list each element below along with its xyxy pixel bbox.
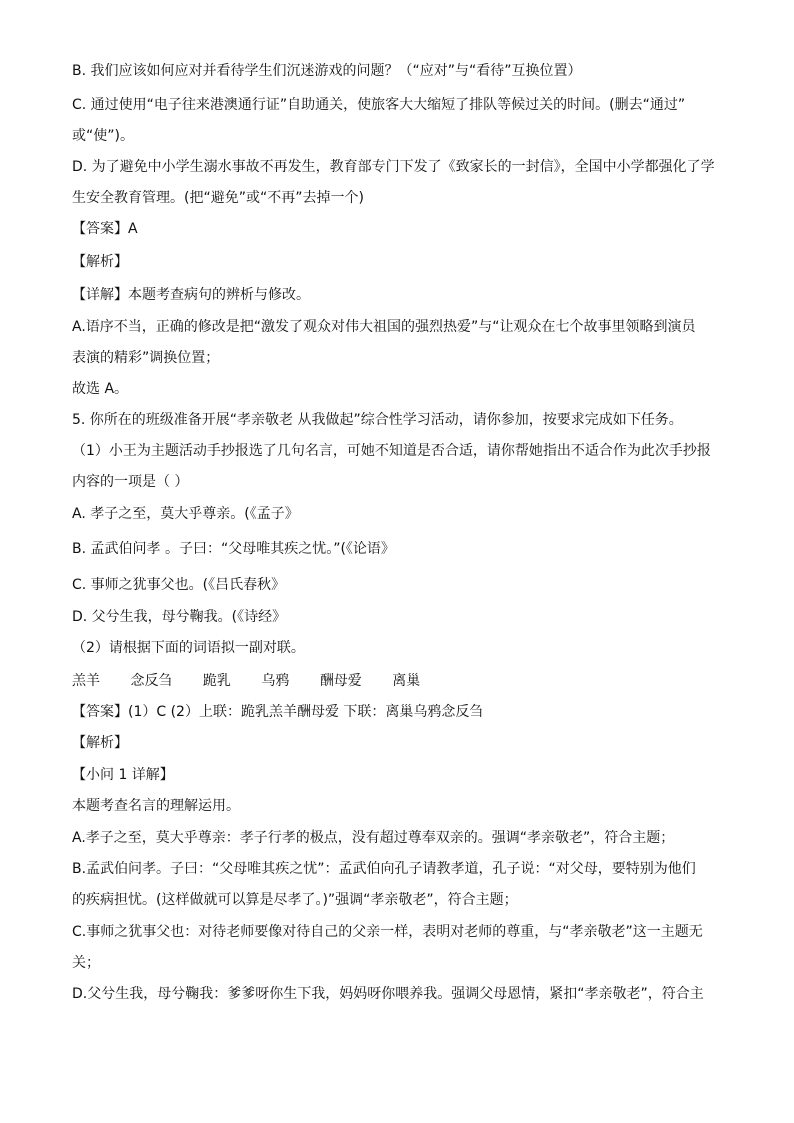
option-b-line: B. 我们应该如何应对并看待学生们沉迷游戏的问题？（“应对”与“看待”互换位置） [72,63,582,79]
answer-label-2: 【答案】(1）C (2）上联：跪乳羔羊酬母爱 下联：离巢乌鸦念反刍 [72,704,484,720]
explain-line-4: 的疾病担忧。(这样做就可以算是尽孝了。)”强调“孝亲敬老”，符合主题； [72,892,518,908]
question-5-1-line: （1）小王为主题活动手抄报选了几句名言，可她不知道是否合适，请你帮她指出不适合作为此次手抄报 [72,443,711,459]
vocab-word: 羔羊 [72,673,100,689]
choice-a-line: A. 孝子之至，莫大乎尊亲。(《孟子》 [72,506,299,522]
option-c-line-cont: 或“使”)。 [72,128,134,144]
detail-line-4: 故选 A。 [72,381,129,397]
vocab-word: 跪乳 [202,673,231,689]
detail-line-3: 表演的精彩”调换位置； [72,350,220,366]
analysis-label-2: 【解析】 [72,735,128,751]
vocab-word: 念反刍 [130,673,173,689]
choice-c-line: C. 事师之犹事父也。(《吕氏春秋》 [72,577,286,593]
question-5-line: 5. 你所在的班级准备开展“孝亲敬老 从我做起”综合性学习活动，请你参加，按要求完成如下任务。 [72,412,683,428]
sub-question-1-label: 【小问 1 详解】 [72,767,174,783]
vocab-word: 酬母爱 [319,673,362,689]
explain-line-3: B.孟武伯问孝。子曰：“父母唯其疾之忧”：孟武伯向孔子请教孝道，孔子说：“对父母，要特别为他们 [72,861,696,877]
analysis-label-1: 【解析】 [72,254,128,270]
explain-line-5: C.事师之犹事父也：对待老师要像对待自己的父亲一样，表明对老师的尊重，与“孝亲敬老”这一主题无 [72,924,703,940]
explain-line-1: 本题考查名言的理解运用。 [72,798,240,814]
vocab-word: 离巢 [392,673,421,689]
option-d-line: D. 为了避免中小学生溺水事故不再发生，教育部专门下发了《致家长的一封信》，全国中小学都强化了学 [72,159,715,175]
vocab-line [72,672,446,690]
explain-line-2: A.孝子之至，莫大乎尊亲：孝子行孝的极点，没有超过尊奉双亲的。强调“孝亲敬老”，符合主题； [72,830,675,846]
choice-b-line: B. 孟武伯问孝 。子曰：“父母唯其疾之忧。”(《论语》 [72,541,395,557]
answer-label-1: 【答案】A [72,221,138,237]
option-c-line: C. 通过使用“电子往来港澳通行证”自助通关，使旅客大大缩短了排队等候过关的时间。(删去“通过” [72,97,686,113]
detail-line-2: A.语序不当，正确的修改是把“激发了观众对伟大祖国的强烈热爱”与“让观众在七个故事里领略到演员 [72,319,696,335]
option-d-line-cont: 生安全教育管理。(把“避免”或“不再”去掉一个) [72,190,364,206]
explain-line-7: D.父兮生我，母兮鞠我：爹爹呀你生下我，妈妈呀你喂养我。强调父母恩情，紧扣“孝亲敬老”，符合主 [72,986,704,1002]
detail-line-1: 【详解】本题考查病句的辨析与修改。 [72,287,310,303]
question-5-1-line-cont: 内容的一项是（ ） [72,474,189,490]
explain-line-6: 关； [72,955,100,971]
question-5-2-line: （2）请根据下面的词语拟一副对联。 [72,640,305,656]
vocab-word: 乌鸦 [261,673,290,689]
choice-d-line: D. 父兮生我，母兮鞠我。(《诗经》 [72,609,287,625]
